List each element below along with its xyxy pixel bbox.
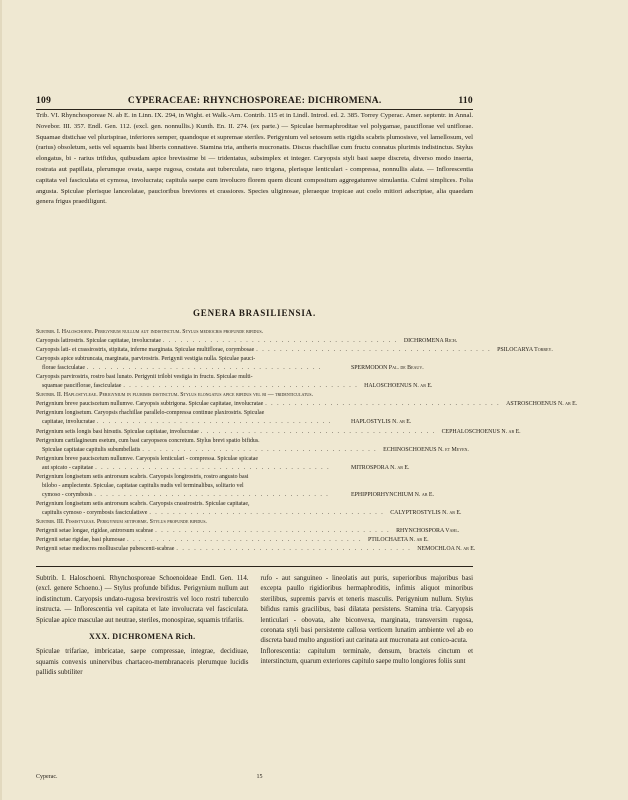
genus-name: PTILOCHAETA N. ab E. xyxy=(368,537,429,544)
leader-dots: . . . . . . . . . . . . . . . . . . . . . . . . . . . . . . . . . . . . . . . . xyxy=(87,365,322,372)
genera-key xyxy=(36,328,578,554)
genus-paragraph: Spiculae trifariae, imbricatae, saepe compressae, integrae, decidiuae, squamis convexis uninervibus chartaceo-membranaceis plerumque lucidis pallidis subtiliter xyxy=(36,648,249,677)
key-text: Subtrib. I. Haloschoeni. Perigynium nullum aut indistinctum. Stylus mediocris profunde bifidus. xyxy=(36,329,264,335)
key-text: Caryopsis latirostris. Spiculae capitatae, involucratae xyxy=(36,338,161,345)
key-text: Perigynium breve pauciscetum nullumve. Caryopsis lenticulari - compressa. Spiculae spicatae xyxy=(36,455,258,462)
genera-title: GENERA BRASILIENSIA. xyxy=(192,308,317,318)
right-column xyxy=(261,574,474,679)
key-text: squamae pauciflorae, fasciculatae xyxy=(42,383,122,390)
left-page-number: 109 xyxy=(36,96,52,106)
leader-dots: . . . . . . . . . . . . . . . . . . . . . . . . . . . . . . . . . . . . . . . . xyxy=(200,428,436,435)
key-row xyxy=(36,500,473,509)
genus-heading: XXX. DICHROMENA Rich. xyxy=(88,632,196,642)
leader-dots: . . . . . . . . . . . . . . . . . . . . . . . . . . . . . . . . . . . . . . . . xyxy=(95,464,331,471)
key-text: Spiculae capitatae capitulis subumbellatis xyxy=(42,446,141,453)
genus-name: HALOSCHOENUS N. ab E. xyxy=(364,383,433,390)
page-fold xyxy=(0,0,2,800)
key-text: Perigynium breve pauciscetum nullumve. Caryopsis subtrigona. Spiculae capitatae, involucratae xyxy=(36,401,264,408)
key-text: Perigynium longisetum. Caryopsis rhachillae parallelo-compressa continue plaxirostris. Spiculae xyxy=(36,410,265,417)
genus-name: DICHROMENA Rich. xyxy=(403,338,458,345)
key-row xyxy=(36,482,473,491)
genus-name: ECHINOSCHOENUS N. et Meyen. xyxy=(383,446,469,453)
key-text: Perigynii setae rigidae, basi plumosae xyxy=(36,537,126,544)
key-text: cymoso - corymbosis xyxy=(42,491,93,498)
genus-name: ASTROSCHOENUS N. ab E. xyxy=(506,401,578,408)
key-row xyxy=(36,400,578,409)
running-header xyxy=(36,96,473,106)
key-text: Perigynii setae longae, rigidae, antrorsum scabrae xyxy=(36,528,154,535)
key-text: Perigynium longisetum setis antrorsum scabris. Caryopsis crassirostris. Spiculae capitatae, xyxy=(36,500,250,507)
tribe-description xyxy=(36,111,473,208)
description-paragraph: rufo - aut sanguineo - lineolatis aut puris, superioribus majoribus basi excepta paullo rigidioribus hermaphroditis, infimis aliquot minoribus sterilibus, supremis parvis et teneris masculis. Perigynium nullum. Stylus bifidus ramis gracilibus, basi dilatata persistens. Stamina tria. Caryopsis lenticulari - obovata, alte biconvexa, marginata, transversim rugosa, coronata styli basi persistente callosa verticem lunatim ambiente vel ab eo discreta baud multo angustiori aut carinata aut mucronata aut conico-acuta. xyxy=(260,575,473,645)
key-text: Subtrib. III. Fissistyleae. Perigynium setiforme. Stylus profunde bifidus. xyxy=(36,518,207,525)
page-footer xyxy=(36,774,473,780)
key-row xyxy=(36,373,473,382)
genus-name: MITROSPORA N. ab E. xyxy=(351,464,410,471)
key-text: bilobo - amplectente. Spiculae, capitatae capitulis nudis vel terminalibus, solitario vel xyxy=(42,482,244,489)
key-row xyxy=(36,509,473,518)
leader-dots: . . . . . . . . . . . . . . . . . . . . . . . . . . . . . . . . . . . . . . . . xyxy=(256,347,492,354)
key-row xyxy=(36,346,553,355)
genus-name: NEMOCHLOA N. ab E. xyxy=(417,546,476,553)
genus-name: RHYNCHOSPORA Vahl. xyxy=(396,528,460,535)
leader-dots: . . . . . . . . . . . . . . . . . . . . . . . . . . . . . . . . . . . . . . . . xyxy=(127,537,362,544)
key-row xyxy=(36,382,473,391)
leader-dots: . . . . . . . . . . . . . . . . . . . . . . . . . . . . . . . . . . . . . . . . xyxy=(94,491,330,498)
key-row xyxy=(36,536,473,545)
key-text: aut spicato - capitatae xyxy=(42,464,94,471)
left-column xyxy=(36,574,249,679)
running-title: CYPERACEAE: RHYNCHOSPOREAE: DICHROMENA. xyxy=(127,96,382,106)
key-text: capitatae, involucratae xyxy=(42,419,95,426)
subtribe-heading xyxy=(36,328,473,337)
key-row xyxy=(36,364,473,373)
inflorescence-paragraph: Inflorescentia: capitulum terminale, densum, bracteis cinctum et interstinctum, quarum exteriores capitulo saepe multo longiores foliis sunt xyxy=(260,647,473,666)
key-row xyxy=(36,455,473,464)
tribe-paragraph: Trib. VI. Rhynchosporeae N. ab E. in Linn. IX. 294, in Wight. et Walk.-Arn. Contrib. 115 et in Lindl. Introd. ed. 2. 385. Torrey Cyperac. Amer. septentr. in Annal. Novebor. III. 357. Endl. Gen. 112. (excl. gen. nonnullis.) Kunth. En. II. 274. (ex parte.) — Spiculae hermaphroditae vel polygamae, pauciflorae vel uniflorae. Squamae distichae vel plurispirae, inferiores semper, quandoque et supremae steriles. Perigynium vel setosum setis rigidis scabris plumosisve, vel lamellosum, vel (rarius) obsoletum, setis vel squamis basi liberis connatisve. Stamina tria, antheris mucronatis. Discus rhachillae cum fructu connatus plurimis indistinctus. Stylus elongatus, bi - rarius trifidus, quibusdam apice brevissime bi — tridentatus, subsimplex et integer. Caryopsis styli basi saepe discreta, diverso modo inserta, rostrata aut papillata, plerumque ovata, saepe rugosa, costata aut tuberculata, raro trigona, plerisque lenticulari - compressa, nonnullis alata. — Inflorescentia capitata vel fasciculata et cymosa, involucrata; capitula saepe cum involucro florem quem dicunt compositum aggregatumve simulantia. Culmi simplices. Folia angusta. Spiculae plerisque lanceolatae, paucioribus breviores et crassiores. Species uliginosae, pleraeque tropicae aut coelo mitiori adscriptae, alia quaedam genera frigus praediligunt. xyxy=(36,112,473,206)
leader-dots: . . . . . . . . . . . . . . . . . . . . . . . . . . . . . . . . . . . . . . . . xyxy=(162,338,398,345)
genus-name: SPERMODON Pal. de Beauv. xyxy=(351,365,424,372)
key-row xyxy=(36,428,521,437)
key-text: Caryopsis parvirostris, rostro basi lunato. Perigynii trilobi vestigia in fructu. Spiculae multi- xyxy=(36,374,253,381)
key-text: Perigynium longisetum setis antrorsum scabris. Caryopsis longirostris, rostro angusto basi xyxy=(36,473,249,480)
key-row xyxy=(36,545,476,554)
key-row xyxy=(36,355,473,364)
header-rule xyxy=(36,109,473,110)
key-row xyxy=(36,527,473,536)
key-text: Caryopsis lati- et crassirostris, stipitata, inferne marginata. Spiculae multiflorae, corymbosae xyxy=(36,347,255,354)
key-text: capitulis cymoso - corymbosis fasciculatisve xyxy=(42,509,148,516)
key-text: Perigynii setae mediocres molliusculae pubescenti-scabrae xyxy=(36,546,175,553)
subtribe-heading xyxy=(36,518,473,527)
leader-dots: . . . . . . . . . . . . . . . . . . . . . . . . . . . . . . . . . . . . . . . . xyxy=(123,383,359,390)
subtribe-paragraph: Subtrib. I. Haloschoeni. Rhynchosporeae Schoenoideae Endl. Gen. 114. (excl. genere Schoeno.) — Stylus profunde bifidus. Perigynium nullum aut indistinctum. Caryopsis undato-rugosa brevirostris vel loco rostri tuberculo instructa. — Inflorescentia vel capitata et late involucrata vel fasciculata. Spiculae apice masculae aut neutrae, steriles, monospirae, squamis trifariis. xyxy=(36,575,249,624)
sheet-number: 15 xyxy=(256,774,263,780)
key-text: Perigynium setis longis basi hirsutis. Spiculae capitatae, involucratae xyxy=(36,428,199,435)
leader-dots: . . . . . . . . . . . . . . . . . . . . . . . . . . . . . . . . . . . . . . . . xyxy=(176,546,412,553)
genus-name: PSILOCARYA Torrey. xyxy=(497,347,553,354)
key-row xyxy=(36,491,473,500)
key-row xyxy=(36,464,473,473)
subtribe-heading xyxy=(36,391,473,400)
right-page-number: 110 xyxy=(458,96,473,106)
leader-dots: . . . . . . . . . . . . . . . . . . . . . . . . . . . . . . . . . . . . . . . . xyxy=(265,401,501,408)
key-text: Caryopsis apice subtruncata, marginata, parvirostris. Perigynii vestigia nulla. Spiculae pauci- xyxy=(36,356,256,363)
genus-name: HAPLOSTYLIS N. ab E. xyxy=(351,419,412,426)
genus-name: EPHIPPIORHYNCHIUM N. ab E. xyxy=(351,491,434,498)
key-row xyxy=(36,418,473,427)
leader-dots: . . . . . . . . . . . . . . . . . . . . . . . . . . . . . . . . . . . . . . . . xyxy=(142,446,378,453)
signature-mark: Cyperac. xyxy=(36,774,58,780)
leader-dots: . . . . . . . . . . . . . . . . . . . . . . . . . . . . . . . . . . . . . . . . xyxy=(149,509,385,516)
leader-dots: . . . . . . . . . . . . . . . . . . . . . . . . . . . . . . . . . . . . . . . . xyxy=(96,419,332,426)
key-text: florae fasciculatae xyxy=(42,365,86,372)
key-row xyxy=(36,473,473,482)
leader-dots: . . . . . . . . . . . . . . . . . . . . . . . . . . . . . . . . . . . . . . . . xyxy=(155,528,391,535)
key-text: Perigynium cartilagineum esetum, cum basi caryopseos concretum. Stylus brevi spatio bifidus. xyxy=(36,437,260,444)
text-columns xyxy=(36,574,473,679)
genus-name: CEPHALOSCHOENUS N. ab E. xyxy=(441,428,521,435)
section-rule xyxy=(36,566,473,567)
key-row xyxy=(36,337,473,346)
genus-name: CALYPTROSTYLIS N. ab E. xyxy=(390,509,462,516)
key-row xyxy=(36,409,473,418)
key-row xyxy=(36,446,473,455)
key-row xyxy=(36,437,473,446)
key-text: Subtrib. II. Haplostyleae. Perigynium in plurimis distinctum. Stylus elongatus apice bifidus vel bi — tridenticulatus. xyxy=(36,392,313,399)
